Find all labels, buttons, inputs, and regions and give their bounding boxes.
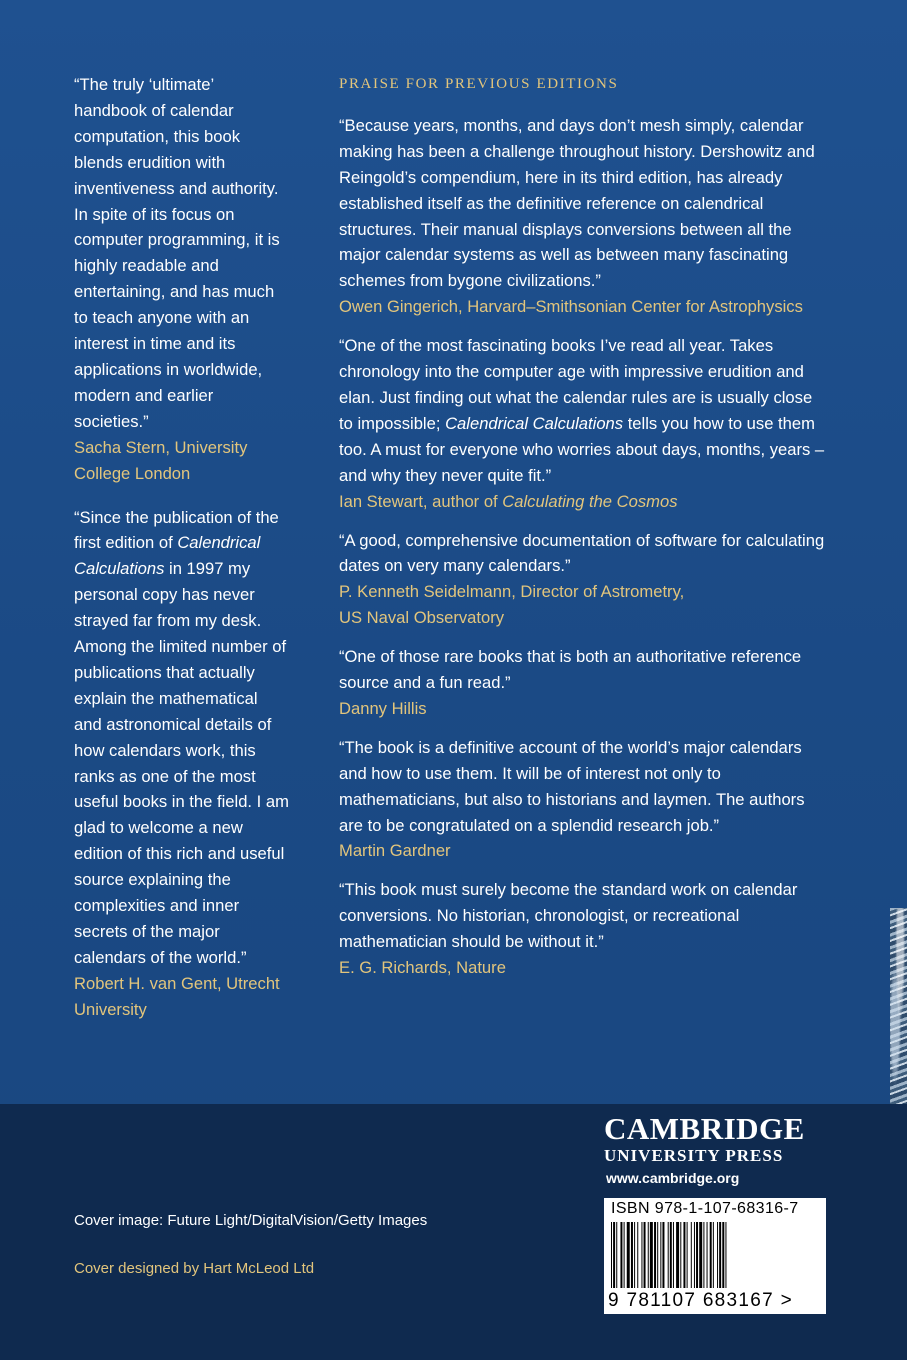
publisher-subtitle: UNIVERSITY PRESS <box>604 1146 784 1165</box>
book-title: Calendrical Calculations <box>74 533 261 579</box>
quote-text: “The truly ‘ultimate’ handbook of calendar computation, this book blends erudition with inventiveness and authority. In spite of its focus on computer programming, it is highly readable and entertaining, and has much to teach anyone with an interest in time and its applications in worldwide, modern and earlier societies.” <box>74 75 280 431</box>
isbn-label: ISBN 978-1-107-68316-7 <box>611 1200 799 1217</box>
cover-image-fragment <box>890 908 907 1104</box>
right-quote-block <box>339 877 829 981</box>
praise-heading: PRAISE FOR PREVIOUS EDITIONS <box>339 76 619 92</box>
publisher-name: CAMBRIDGE <box>604 1111 805 1146</box>
quote-text: “One of those rare books that is both an authoritative reference source and a fun read.” <box>339 647 802 693</box>
attribution-part: Ian Stewart, author of <box>339 491 503 511</box>
quote-text-part: tells you how to use them too. A must for everyone who worries about days, months, years – and why they never quite fit.” <box>339 413 825 485</box>
quote-attribution: Martin Gardner <box>339 841 451 861</box>
quote-text: “This book must surely become the standard work on calendar conversions. No historian, chronologist, or recreational mathematician should be without it.” <box>339 880 798 952</box>
quote-text <box>74 505 289 971</box>
quote-text-part: “Since the publication of the first edition of <box>74 507 279 553</box>
right-column <box>339 72 829 994</box>
right-quote-block <box>339 644 829 722</box>
cover-image-credit: Cover image: Future Light/DigitalVision/Getty Images <box>74 1212 428 1229</box>
quote-text <box>339 333 829 488</box>
right-quote-block <box>339 333 829 514</box>
left-column <box>74 72 289 1041</box>
barcode-icon <box>611 1222 815 1288</box>
right-quote-block <box>339 113 829 320</box>
quote-attribution: Owen Gingerich, Harvard–Smithsonian Center for Astrophysics <box>339 297 803 317</box>
quote-attribution: Robert H. van Gent, Utrecht University <box>74 973 280 1019</box>
ean-digits: 9 781107 683167 > <box>608 1290 793 1311</box>
cover-design-credit: Cover designed by Hart McLeod Ltd <box>74 1260 315 1277</box>
right-quote-block <box>339 735 829 865</box>
quote-attribution <box>339 489 829 515</box>
quote-attribution: P. Kenneth Seidelmann, Director of Astrometry, US Naval Observatory <box>339 582 685 628</box>
book-title: Calendrical Calculations <box>445 413 624 433</box>
quote-text: “Because years, months, and days don’t mesh simply, calendar making has been a challenge throughout history. Dershowitz and Reingold’s compendium, here in its third edition, has already established itself as the definitive reference on calendrical structures. Their manual displays conversions between all the major calendar systems as well as between many fascinating schemes from bygone civilizations.” <box>339 115 815 291</box>
quote-attribution: E. G. Richards, Nature <box>339 958 506 978</box>
quote-text: “The book is a definitive account of the world’s major calendars and how to use them. It will be of interest not only to mathematicians, but also to historians and laymen. The authors are to be congratulated on a splendid research job.” <box>339 737 805 835</box>
attribution-book-title: Calculating the Cosmos <box>502 491 678 511</box>
quote-text: “A good, comprehensive documentation of software for calculating dates on very many calendars.” <box>339 530 825 576</box>
quote-text-part: “One of the most fascinating books I’ve read all year. Takes chronology into the computer age with impressive erudition and elan. Just finding out what the calendar rules are is usually close to impossible; <box>339 336 813 433</box>
quote-attribution: Danny Hillis <box>339 698 427 718</box>
right-quote-block <box>339 528 829 632</box>
publisher-logo <box>604 1112 828 1186</box>
quote-text-part: in 1997 my personal copy has never strayed far from my desk. Among the limited number of publications that actually explain the mathematical and astronomical details of how calendars work, this ranks as one of the most useful books in the field. I am glad to welcome a new edition of this rich and useful source explaining the complexities and inner secrets of the major calendars of the world.” <box>74 559 289 967</box>
left-quote-block <box>74 72 289 487</box>
isbn-barcode <box>604 1198 826 1314</box>
quote-attribution: Sacha Stern, University College London <box>74 437 248 483</box>
left-quote-block <box>74 505 289 1023</box>
publisher-url[interactable]: www.cambridge.org <box>606 1170 740 1186</box>
